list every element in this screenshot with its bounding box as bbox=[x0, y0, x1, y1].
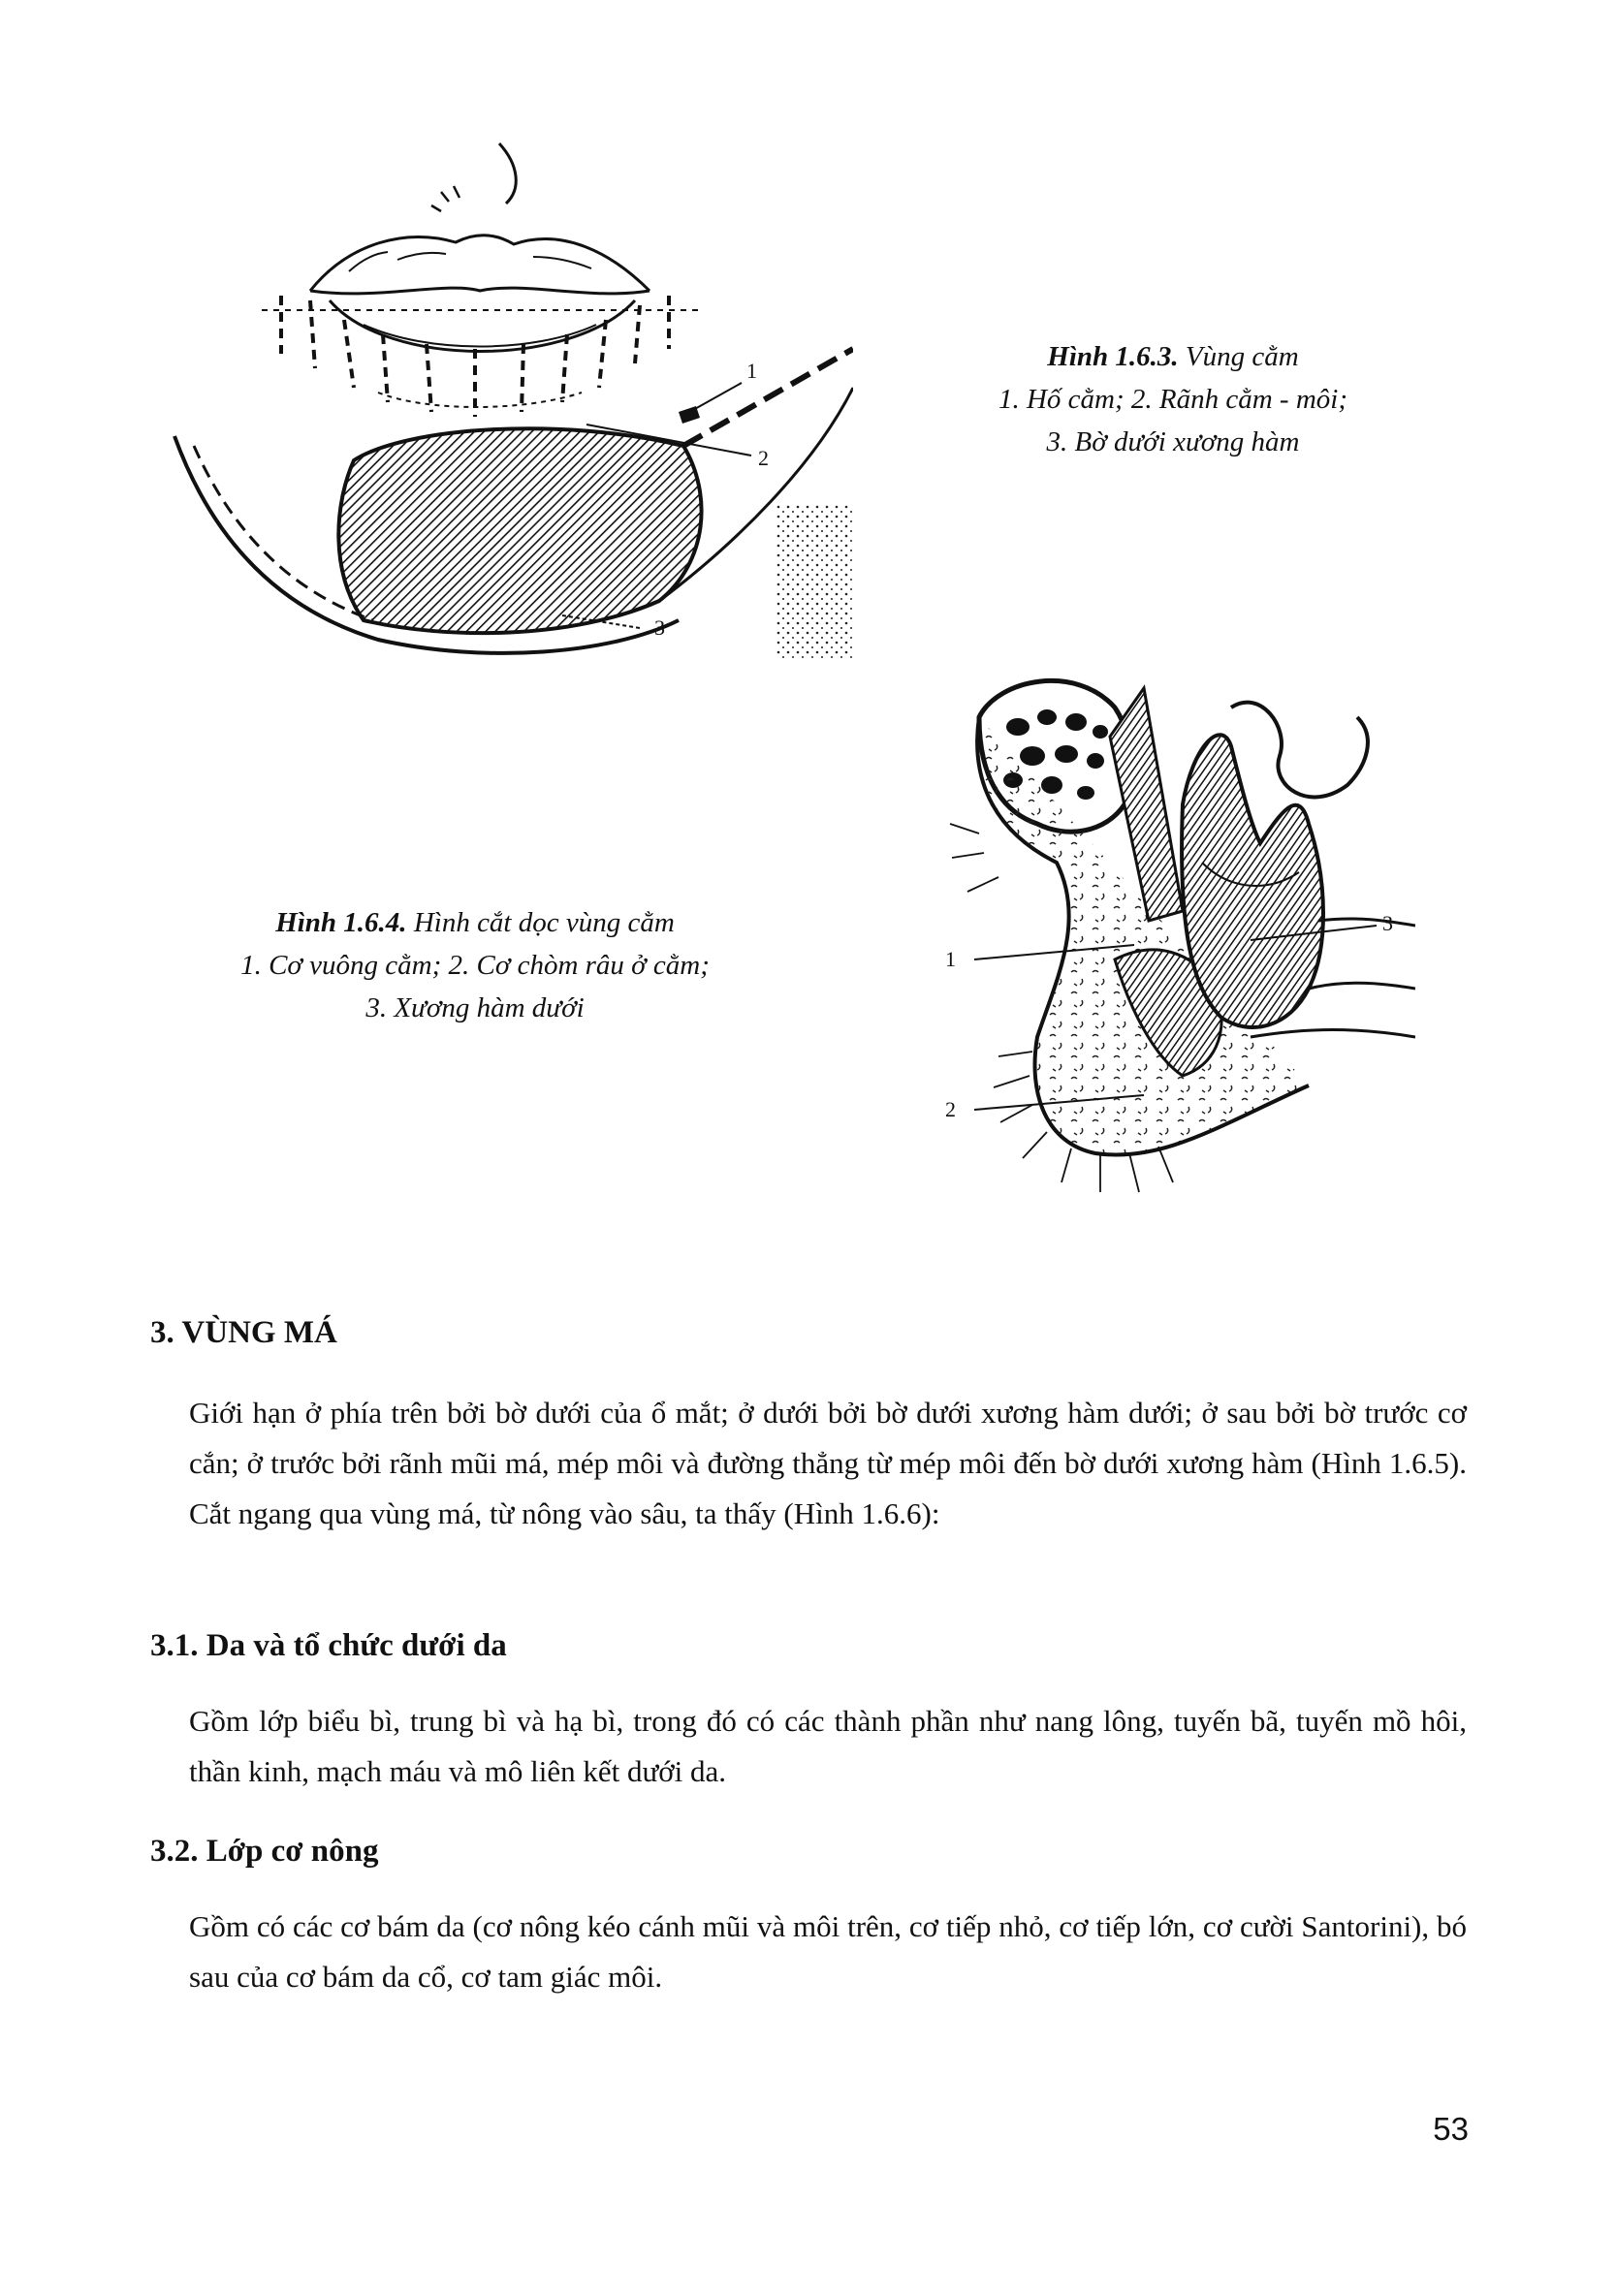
figure-2-caption-line-2: 1. Cơ vuông cằm; 2. Cơ chòm râu ở cằm; bbox=[240, 950, 710, 981]
chin-region-illustration bbox=[155, 136, 853, 659]
section-3-intro: Giới hạn ở phía trên bởi bờ dưới của ổ mắt; ở dưới bởi bờ dưới xương hàm dưới; ở sau bởi bờ trước cơ cắn; ở trước bởi rãnh mũi má, mép môi và đường thẳng từ mép môi đến bờ dưới xương hàm (Hình 1.6.5). Cắt ngang qua vùng má, từ nông vào sâu, ta thấy (Hình 1.6.6): bbox=[189, 1396, 1467, 1530]
figure-2-caption-title-rest: Hình cắt dọc vùng cằm bbox=[406, 907, 675, 938]
page-number: 53 bbox=[1433, 2111, 1469, 2147]
figure-1-label-1: 1 bbox=[746, 359, 757, 383]
figure-1-caption-line-2: 1. Hố cằm; 2. Rãnh cằm - môi; bbox=[998, 384, 1347, 415]
figure-1-label-2: 2 bbox=[758, 446, 769, 470]
section-3-2-heading: 3.2. Lớp cơ nông bbox=[150, 1834, 379, 1869]
figure-1-caption-line-3: 3. Bờ dưới xương hàm bbox=[1046, 426, 1300, 457]
section-3-2-body: Gồm có các cơ bám da (cơ nông kéo cánh mũi và môi trên, cơ tiếp nhỏ, cơ tiếp lớn, cơ cười Santorini), bó sau của cơ bám da cổ, cơ tam giác môi. bbox=[189, 1909, 1467, 1994]
section-3-1-heading: 3.1. Da và tổ chức dưới da bbox=[150, 1628, 507, 1663]
section-3-heading: 3. VÙNG MÁ bbox=[150, 1315, 337, 1350]
figure-2-caption bbox=[184, 901, 766, 1029]
figure-2-caption-line-3: 3. Xương hàm dưới bbox=[365, 992, 585, 1023]
figure-1-caption-title-rest: Vùng cằm bbox=[1178, 341, 1299, 372]
figure-2-label-3: 3 bbox=[1382, 911, 1393, 935]
figure-1-caption bbox=[902, 335, 1444, 463]
figure-1-caption-title: Hình 1.6.3. bbox=[1047, 341, 1179, 372]
chin-sagittal-section-illustration bbox=[940, 669, 1415, 1279]
figure-1-label-3: 3 bbox=[654, 615, 665, 640]
figure-2-label-2: 2 bbox=[945, 1097, 956, 1121]
figure-2-caption-title: Hình 1.6.4. bbox=[275, 907, 407, 938]
section-3-1-body: Gồm lớp biểu bì, trung bì và hạ bì, trong đó có các thành phần như nang lông, tuyến bã, tuyến mồ hôi, thần kinh, mạch máu và mô liên kết dưới da. bbox=[189, 1704, 1467, 1788]
figure-2-label-1: 1 bbox=[945, 947, 956, 971]
